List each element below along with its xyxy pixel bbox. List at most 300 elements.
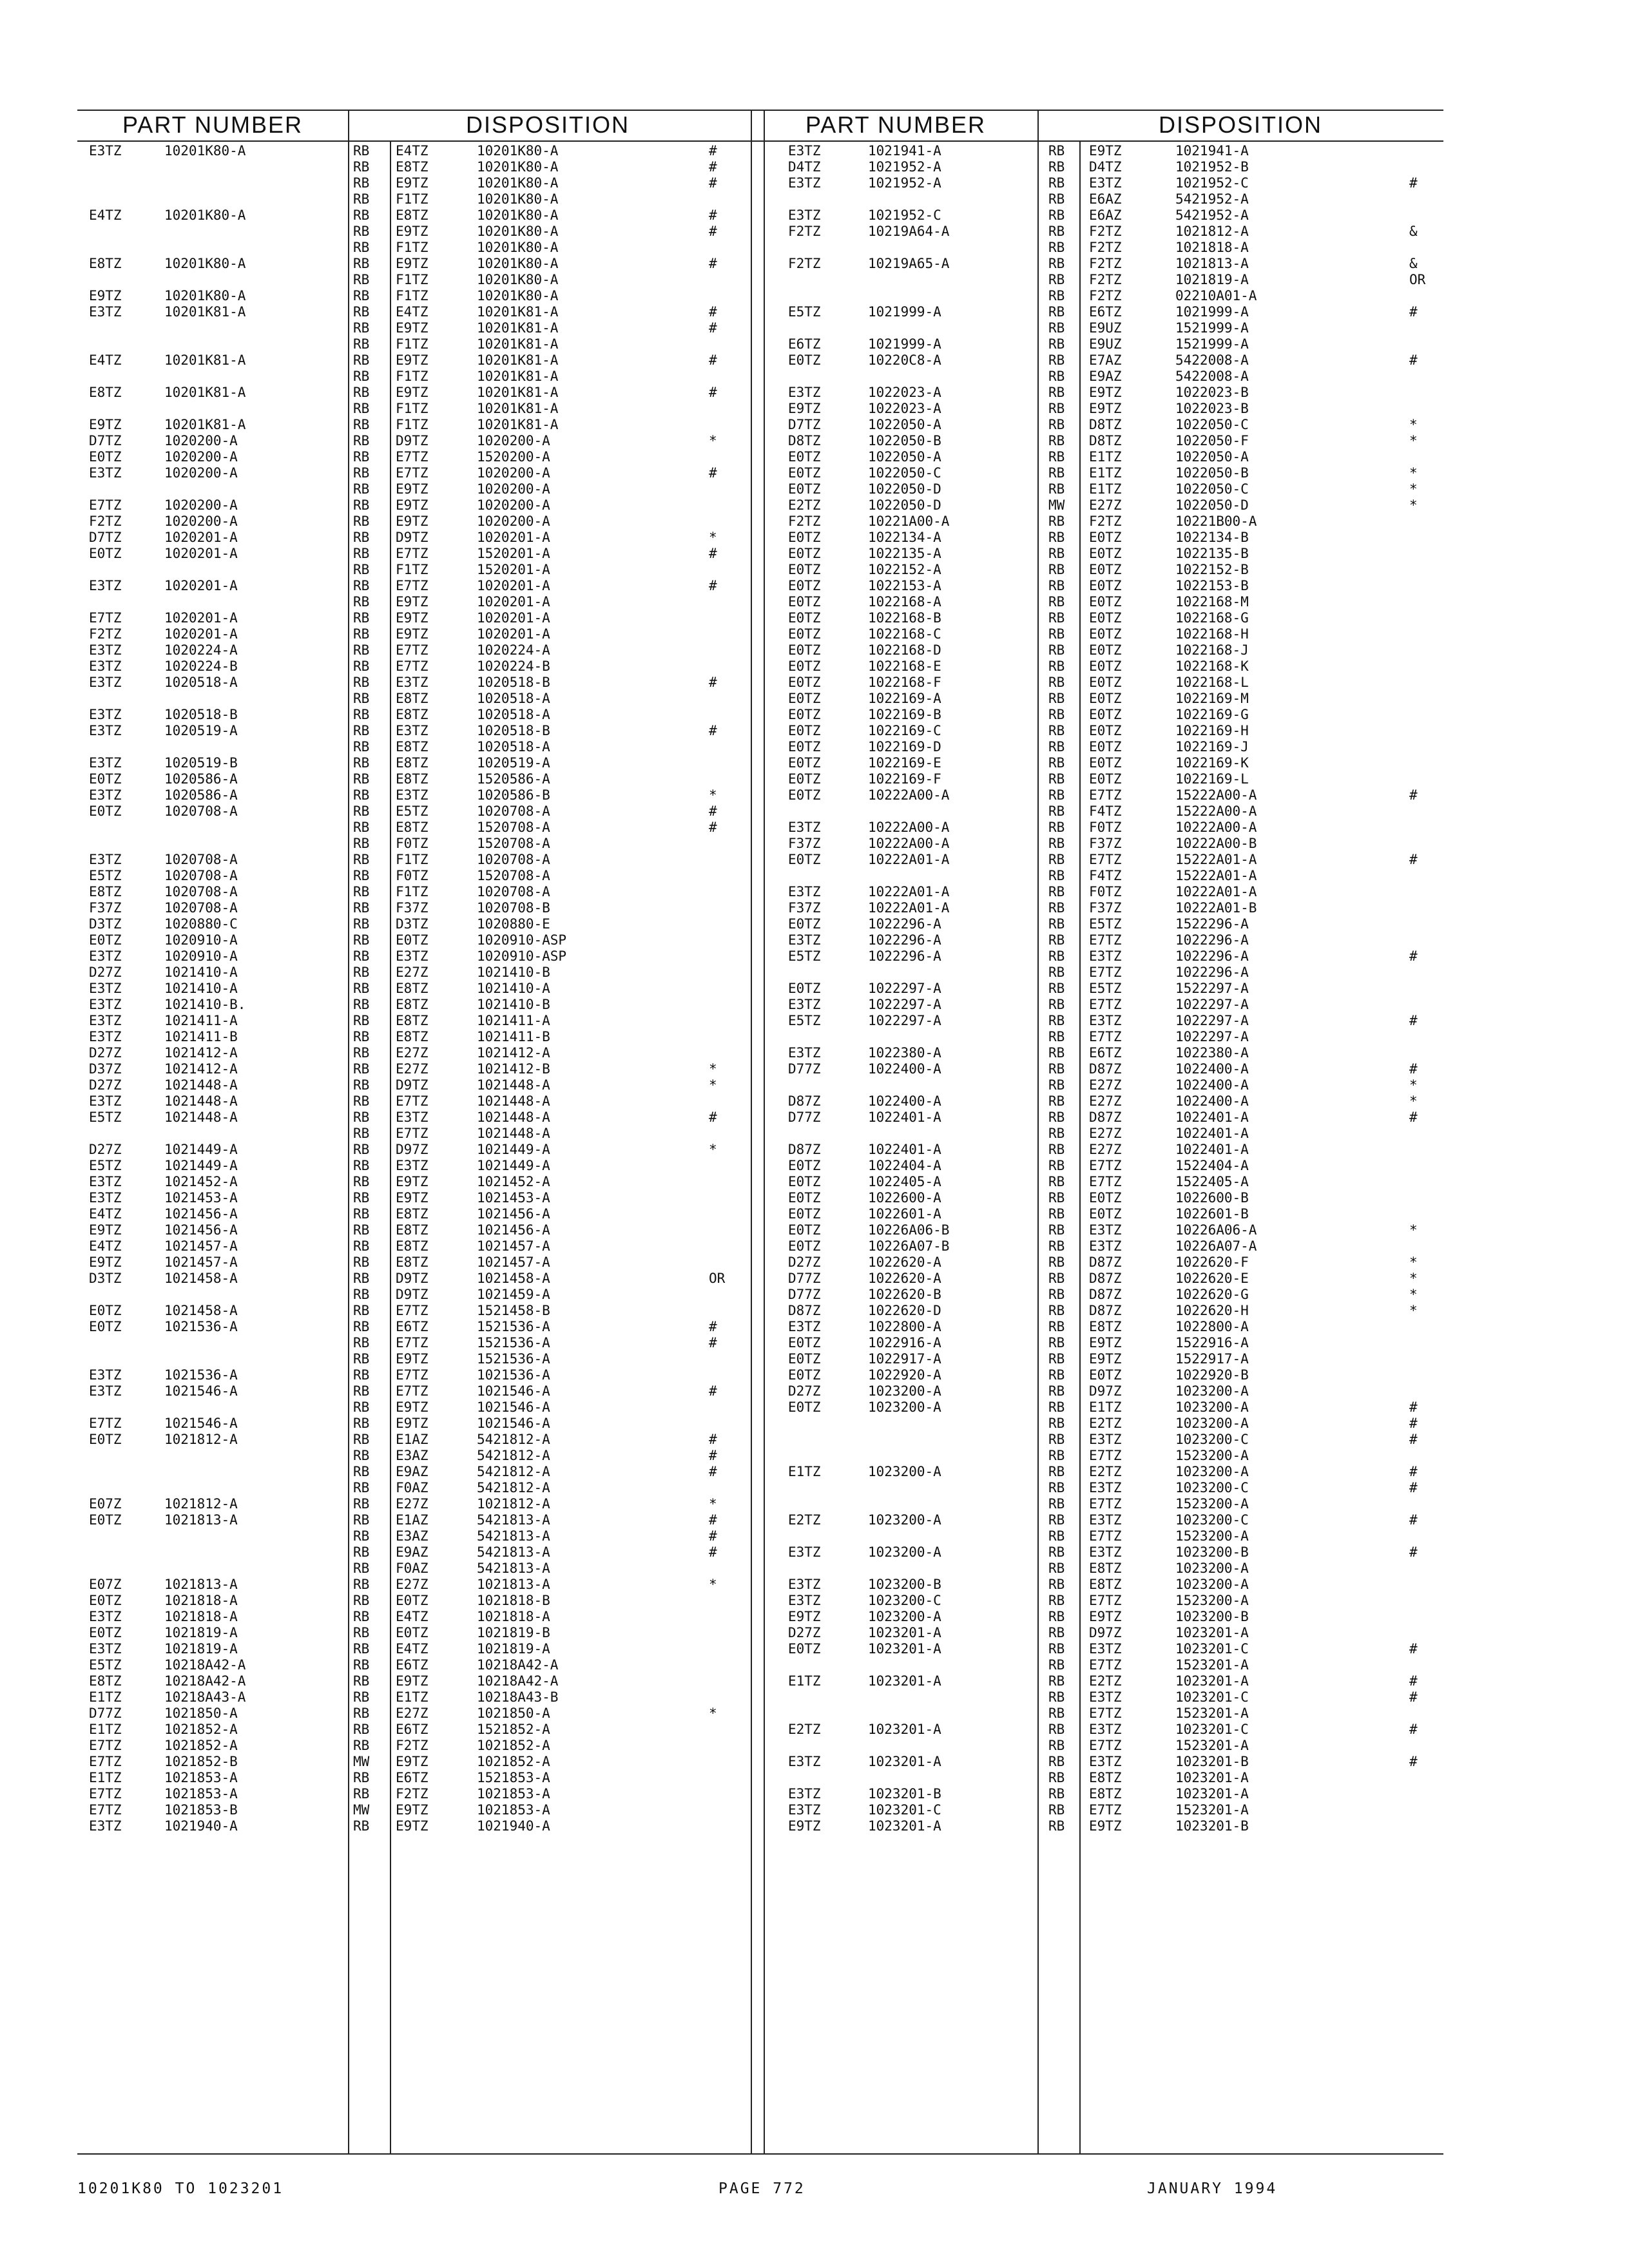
table-row	[77, 1577, 751, 1593]
prev-number: 1022620-D	[868, 1303, 941, 1318]
disposition-code: RB	[1048, 755, 1065, 771]
prev-prefix: E3TZ	[89, 465, 122, 481]
table-row	[765, 1416, 1443, 1432]
disp-prefix: E27Z	[396, 1045, 429, 1061]
disp-number: 1021411-B	[477, 1029, 550, 1044]
prev-number: 1021853-B	[164, 1802, 238, 1818]
table-row	[77, 1528, 751, 1544]
disposition-code: RB	[1048, 352, 1065, 368]
flag: *	[1409, 417, 1418, 432]
prev-prefix: E8TZ	[89, 884, 122, 899]
disposition-code: RB	[353, 771, 370, 787]
disposition-code: RB	[353, 836, 370, 851]
table-row	[765, 1689, 1443, 1706]
flag: #	[1409, 1544, 1418, 1560]
prev-prefix: E4TZ	[89, 352, 122, 368]
disposition-code: RB	[353, 1448, 370, 1463]
table-row	[765, 836, 1443, 852]
disp-prefix: E9TZ	[396, 497, 429, 513]
table-row	[77, 1722, 751, 1738]
disp-prefix: E8TZ	[396, 981, 429, 996]
prev-prefix: D27Z	[788, 1254, 821, 1270]
flag: #	[709, 224, 717, 239]
prev-prefix: F2TZ	[788, 224, 821, 239]
flag: *	[1409, 1287, 1418, 1302]
prev-prefix: E0TZ	[788, 481, 821, 497]
prev-prefix: E3TZ	[788, 207, 821, 223]
disp-number: 1022168-M	[1175, 594, 1249, 610]
prev-number: 1022401-A	[868, 1142, 941, 1157]
disposition-code: RB	[1048, 771, 1065, 787]
disp-number: 10226A06-A	[1175, 1222, 1257, 1238]
disp-prefix: D97Z	[1089, 1625, 1122, 1640]
table-row	[77, 497, 751, 514]
disposition-code: RB	[353, 1206, 370, 1222]
table-row	[77, 836, 751, 852]
top-rule	[77, 110, 1443, 111]
disp-prefix: E3AZ	[396, 1528, 429, 1544]
prev-prefix: E0TZ	[788, 546, 821, 561]
disp-number: 10201K80-A	[477, 272, 559, 287]
prev-number: 10201K80-A	[164, 207, 246, 223]
disp-prefix: D9TZ	[396, 1077, 429, 1093]
disposition-code: RB	[353, 1689, 370, 1705]
table-row	[765, 1464, 1443, 1480]
flag: #	[709, 1335, 717, 1350]
table-row	[77, 207, 751, 224]
disp-prefix: E8TZ	[1089, 1786, 1122, 1802]
flag: #	[1409, 1110, 1418, 1125]
flag: #	[1409, 852, 1418, 867]
disp-number: 1022169-M	[1175, 691, 1249, 706]
disp-number: 10201K80-A	[477, 256, 559, 271]
table-row	[77, 1512, 751, 1528]
table-row	[765, 707, 1443, 723]
disp-number: 1520201-A	[477, 562, 550, 577]
disposition-code: RB	[353, 691, 370, 706]
prev-prefix: D3TZ	[89, 916, 122, 932]
table-row	[765, 449, 1443, 465]
prev-number: 1022169-A	[868, 691, 941, 706]
disp-prefix: E2TZ	[1089, 1416, 1122, 1431]
prev-prefix: D77Z	[788, 1287, 821, 1302]
disposition-code: RB	[353, 1351, 370, 1367]
flag: *	[709, 433, 717, 448]
disposition-code: RB	[1048, 626, 1065, 642]
table-row	[77, 1673, 751, 1689]
disp-number: 10218A42-A	[477, 1673, 559, 1689]
flag: #	[709, 159, 717, 175]
prev-prefix: E0TZ	[788, 1206, 821, 1222]
table-row	[77, 626, 751, 642]
table-row	[77, 1206, 751, 1222]
table-row	[765, 997, 1443, 1013]
disposition-code: RB	[1048, 546, 1065, 561]
table-row	[765, 852, 1443, 868]
disp-number: 10201K80-A	[477, 191, 559, 207]
disposition-code: RB	[1048, 900, 1065, 916]
disposition-code: RB	[1048, 1722, 1065, 1737]
disposition-code: RB	[353, 1045, 370, 1061]
disp-number: 1021459-A	[477, 1287, 550, 1302]
disp-prefix: D97Z	[1089, 1383, 1122, 1399]
disp-prefix: D9TZ	[396, 1271, 429, 1286]
prev-number: 1021456-A	[164, 1222, 238, 1238]
prev-prefix: E9TZ	[89, 417, 122, 432]
flag: #	[709, 578, 717, 593]
prev-number: 1021449-A	[164, 1142, 238, 1157]
disposition-code: RB	[1048, 1657, 1065, 1673]
disposition-code: RB	[1048, 1303, 1065, 1318]
disposition-code: RB	[1048, 1609, 1065, 1624]
table-row	[765, 1319, 1443, 1335]
table-row	[77, 272, 751, 288]
table-row	[77, 1754, 751, 1770]
prev-number: 1020201-A	[164, 610, 238, 626]
prev-prefix: E9TZ	[89, 1222, 122, 1238]
prev-prefix: D4TZ	[788, 159, 821, 175]
disposition-code: RB	[1048, 1206, 1065, 1222]
disp-prefix: E9TZ	[396, 385, 429, 400]
disposition-code: RB	[353, 1222, 370, 1238]
disp-number: 1021456-A	[477, 1206, 550, 1222]
prev-number: 1023200-A	[868, 1464, 941, 1479]
prev-prefix: E3TZ	[788, 820, 821, 835]
prev-number: 10201K81-A	[164, 304, 246, 320]
disposition-code: RB	[1048, 1383, 1065, 1399]
prev-prefix: E0TZ	[89, 803, 122, 819]
table-row	[765, 1480, 1443, 1496]
disp-prefix: F2TZ	[1089, 240, 1122, 255]
disp-prefix: E7TZ	[396, 1093, 429, 1109]
disp-prefix: E0TZ	[1089, 1367, 1122, 1383]
prev-prefix: D27Z	[89, 1045, 122, 1061]
disp-number: 1022296-A	[1175, 965, 1249, 980]
flag: #	[709, 546, 717, 561]
disposition-code: RB	[1048, 1625, 1065, 1640]
disp-number: 1022152-B	[1175, 562, 1249, 577]
table-row	[77, 1448, 751, 1464]
disp-prefix: E7TZ	[396, 1383, 429, 1399]
prev-number: 1022050-B	[868, 433, 941, 448]
prev-number: 1023201-A	[868, 1722, 941, 1737]
prev-prefix: E0TZ	[89, 546, 122, 561]
disp-number: 15222A01-A	[1175, 852, 1257, 867]
table-row	[765, 546, 1443, 562]
disp-prefix: E27Z	[396, 1061, 429, 1077]
disp-number: 1021410-A	[477, 981, 550, 996]
flag: #	[709, 1512, 717, 1528]
table-row	[765, 320, 1443, 336]
disp-number: 1020200-A	[477, 433, 550, 448]
disp-number: 1021448-A	[477, 1093, 550, 1109]
table-row	[765, 691, 1443, 707]
disp-prefix: E1TZ	[1089, 481, 1122, 497]
disp-number: 1021818-A	[477, 1609, 550, 1624]
disp-prefix: E4TZ	[396, 304, 429, 320]
disposition-code: RB	[353, 336, 370, 352]
disp-number: 1021818-B	[477, 1593, 550, 1608]
flag: #	[709, 143, 717, 159]
disp-number: 1020518-B	[477, 723, 550, 738]
prev-number: 1021818-A	[164, 1609, 238, 1624]
prev-number: 1022296-A	[868, 948, 941, 964]
table-row	[765, 1706, 1443, 1722]
disposition-code: RB	[1048, 610, 1065, 626]
disposition-code: RB	[353, 1432, 370, 1447]
disp-prefix: E8TZ	[396, 707, 429, 722]
disp-number: 1522296-A	[1175, 916, 1249, 932]
flag: #	[709, 723, 717, 738]
prev-prefix: E3TZ	[89, 787, 122, 803]
disp-prefix: E4TZ	[396, 1609, 429, 1624]
prev-prefix: E9TZ	[788, 1609, 821, 1624]
disposition-code: RB	[353, 417, 370, 432]
disp-prefix: E0TZ	[1089, 771, 1122, 787]
disp-number: 1022380-A	[1175, 1045, 1249, 1061]
disp-prefix: E9TZ	[396, 256, 429, 271]
disposition-code: RB	[1048, 787, 1065, 803]
prev-prefix: E3TZ	[89, 723, 122, 738]
footer-range: 10201K80 TO 1023201	[77, 2180, 284, 2197]
disp-number: 10222A00-B	[1175, 836, 1257, 851]
prev-prefix: E0TZ	[788, 626, 821, 642]
prev-number: 10201K81-A	[164, 352, 246, 368]
disposition-code: RB	[353, 1577, 370, 1592]
disposition-code: RB	[353, 1254, 370, 1270]
table-row	[77, 997, 751, 1013]
disp-prefix: E9TZ	[396, 514, 429, 529]
disp-number: 1021448-A	[477, 1077, 550, 1093]
disposition-code: RB	[353, 562, 370, 577]
disp-prefix: E8TZ	[396, 1222, 429, 1238]
disp-prefix: F0TZ	[1089, 884, 1122, 899]
prev-number: 1021852-A	[164, 1722, 238, 1737]
prev-number: 10222A00-A	[868, 820, 950, 835]
prev-number: 10219A64-A	[868, 224, 950, 239]
prev-prefix: E0TZ	[788, 352, 821, 368]
table-row	[77, 1561, 751, 1577]
prev-number: 1022168-C	[868, 626, 941, 642]
disposition-code: RB	[1048, 836, 1065, 851]
flag: #	[1409, 304, 1418, 320]
flag: #	[1409, 1722, 1418, 1737]
disp-number: 1020200-A	[477, 514, 550, 529]
prev-number: 1022050-D	[868, 497, 941, 513]
prev-prefix: E07Z	[89, 1496, 122, 1512]
prev-number: 1020519-B	[164, 755, 238, 771]
disposition-code: RB	[353, 1738, 370, 1753]
table-row	[77, 610, 751, 626]
prev-number: 1021850-A	[164, 1706, 238, 1721]
disp-number: 1023201-A	[1175, 1625, 1249, 1640]
table-row	[77, 1013, 751, 1029]
prev-prefix: E3TZ	[89, 997, 122, 1012]
table-row	[77, 1254, 751, 1271]
prev-number: 10219A65-A	[868, 256, 950, 271]
table-row	[765, 1657, 1443, 1673]
table-row	[77, 1818, 751, 1834]
disp-number: 1020518-A	[477, 691, 550, 706]
disposition-code: RB	[353, 594, 370, 610]
disp-prefix: E7TZ	[1089, 1448, 1122, 1463]
prev-number: 1021952-C	[868, 207, 941, 223]
disp-prefix: E8TZ	[1089, 1770, 1122, 1785]
disp-number: 1020224-A	[477, 642, 550, 658]
table-row	[765, 1383, 1443, 1399]
prev-prefix: E0TZ	[788, 771, 821, 787]
disp-prefix: E7TZ	[1089, 1802, 1122, 1818]
disp-number: 1020518-A	[477, 707, 550, 722]
flag: #	[709, 1448, 717, 1463]
flag: #	[1409, 1432, 1418, 1447]
prev-number: 1023200-B	[868, 1577, 941, 1592]
disp-prefix: E3TZ	[396, 787, 429, 803]
flag: #	[709, 385, 717, 400]
table-row	[765, 578, 1443, 594]
table-row	[765, 175, 1443, 191]
disp-prefix: E1TZ	[396, 1689, 429, 1705]
flag: OR	[1409, 272, 1426, 287]
disp-prefix: F0AZ	[396, 1480, 429, 1495]
prev-prefix: D27Z	[89, 1077, 122, 1093]
disp-prefix: E0TZ	[1089, 610, 1122, 626]
flag: #	[709, 465, 717, 481]
disp-prefix: E3TZ	[396, 948, 429, 964]
disposition-code: RB	[353, 369, 370, 384]
disp-number: 10222A01-A	[1175, 884, 1257, 899]
disp-prefix: E9TZ	[396, 594, 429, 610]
disposition-code: RB	[1048, 1351, 1065, 1367]
prev-prefix: E1TZ	[89, 1722, 122, 1737]
disp-prefix: E0TZ	[1089, 626, 1122, 642]
disp-prefix: E6TZ	[396, 1722, 429, 1737]
disposition-code: RB	[1048, 1142, 1065, 1157]
disposition-code: RB	[353, 755, 370, 771]
disposition-code: RB	[353, 1818, 370, 1834]
prev-number: 1022297-A	[868, 981, 941, 996]
disp-prefix: F37Z	[396, 900, 429, 916]
disp-prefix: F1TZ	[396, 562, 429, 577]
prev-number: 1023200-A	[868, 1399, 941, 1415]
disp-prefix: F37Z	[1089, 836, 1122, 851]
prev-prefix: E3TZ	[788, 1045, 821, 1061]
prev-prefix: E3TZ	[788, 1577, 821, 1592]
prev-number: 1022168-B	[868, 610, 941, 626]
disp-number: 1521853-A	[477, 1770, 550, 1785]
disposition-code: RB	[353, 1158, 370, 1173]
disposition-code: RB	[353, 256, 370, 271]
table-row	[77, 1544, 751, 1561]
table-row	[77, 562, 751, 578]
prev-number: 1021952-A	[868, 175, 941, 191]
table-row	[765, 1512, 1443, 1528]
disp-number: 1023200-A	[1175, 1561, 1249, 1576]
prev-prefix: D7TZ	[788, 417, 821, 432]
disposition-code: RB	[1048, 1013, 1065, 1028]
table-row	[765, 1077, 1443, 1093]
disposition-code: RB	[1048, 642, 1065, 658]
table-row	[765, 1126, 1443, 1142]
disp-prefix: E9TZ	[396, 610, 429, 626]
disp-prefix: E7AZ	[1089, 352, 1122, 368]
prev-prefix: E3TZ	[89, 143, 122, 159]
disp-number: 1022297-A	[1175, 1029, 1249, 1044]
prev-prefix: E3TZ	[89, 948, 122, 964]
disp-number: 1021819-A	[477, 1641, 550, 1657]
prev-number: 1022050-C	[868, 465, 941, 481]
prev-prefix: E3TZ	[89, 1190, 122, 1206]
prev-number: 1021458-A	[164, 1303, 238, 1318]
table-row	[77, 1142, 751, 1158]
disposition-code: RB	[353, 1126, 370, 1141]
disposition-code: RB	[1048, 175, 1065, 191]
prev-number: 1023200-A	[868, 1544, 941, 1560]
disposition-code: RB	[353, 675, 370, 690]
prev-prefix: E3TZ	[89, 658, 122, 674]
prev-number: 1022296-A	[868, 916, 941, 932]
prev-prefix: E0TZ	[788, 610, 821, 626]
disp-number: 10201K80-A	[477, 143, 559, 159]
disp-prefix: F2TZ	[396, 1786, 429, 1802]
disp-prefix: E9TZ	[396, 224, 429, 239]
disposition-code: RB	[1048, 1335, 1065, 1350]
disp-prefix: E3TZ	[1089, 1722, 1122, 1737]
flag: #	[709, 1432, 717, 1447]
prev-prefix: F2TZ	[89, 626, 122, 642]
disp-prefix: E2TZ	[1089, 1464, 1122, 1479]
flag: #	[1409, 1641, 1418, 1657]
disp-number: 1021812-A	[1175, 224, 1249, 239]
table-row	[77, 1061, 751, 1077]
disposition-code: RB	[1048, 1593, 1065, 1608]
prev-number: 1021853-A	[164, 1786, 238, 1802]
table-row	[77, 675, 751, 691]
disposition-code: RB	[1048, 948, 1065, 964]
prev-number: 1020200-A	[164, 433, 238, 448]
disposition-code: RB	[1048, 1689, 1065, 1705]
disp-number: 5421812-A	[477, 1432, 550, 1447]
prev-prefix: E0TZ	[89, 1303, 122, 1318]
disposition-code: RB	[1048, 143, 1065, 159]
prev-number: 1021813-A	[164, 1512, 238, 1528]
prev-number: 1022800-A	[868, 1319, 941, 1334]
disp-number: 1020200-A	[477, 481, 550, 497]
disp-prefix: E6TZ	[396, 1657, 429, 1673]
table-row	[765, 916, 1443, 932]
disp-prefix: E27Z	[1089, 1077, 1122, 1093]
disposition-code: RB	[353, 1480, 370, 1495]
prev-number: 1021412-A	[164, 1061, 238, 1077]
table-row	[77, 1319, 751, 1335]
prev-prefix: E3TZ	[89, 675, 122, 690]
table-row	[765, 932, 1443, 948]
prev-number: 1022050-A	[868, 417, 941, 432]
prev-prefix: E0TZ	[89, 1625, 122, 1640]
disposition-code: RB	[353, 191, 370, 207]
prev-prefix: E3TZ	[89, 707, 122, 722]
disp-number: 1021448-A	[477, 1126, 550, 1141]
table-row	[77, 1625, 751, 1641]
prev-number: 1022023-A	[868, 401, 941, 416]
disp-number: 10201K81-A	[477, 352, 559, 368]
prev-prefix: E7TZ	[89, 1802, 122, 1818]
prev-number: 1023200-A	[868, 1609, 941, 1624]
table-row	[765, 739, 1443, 755]
disp-prefix: E1AZ	[396, 1512, 429, 1528]
disp-number: 5422008-A	[1175, 369, 1249, 384]
disp-number: 1022168-L	[1175, 675, 1249, 690]
